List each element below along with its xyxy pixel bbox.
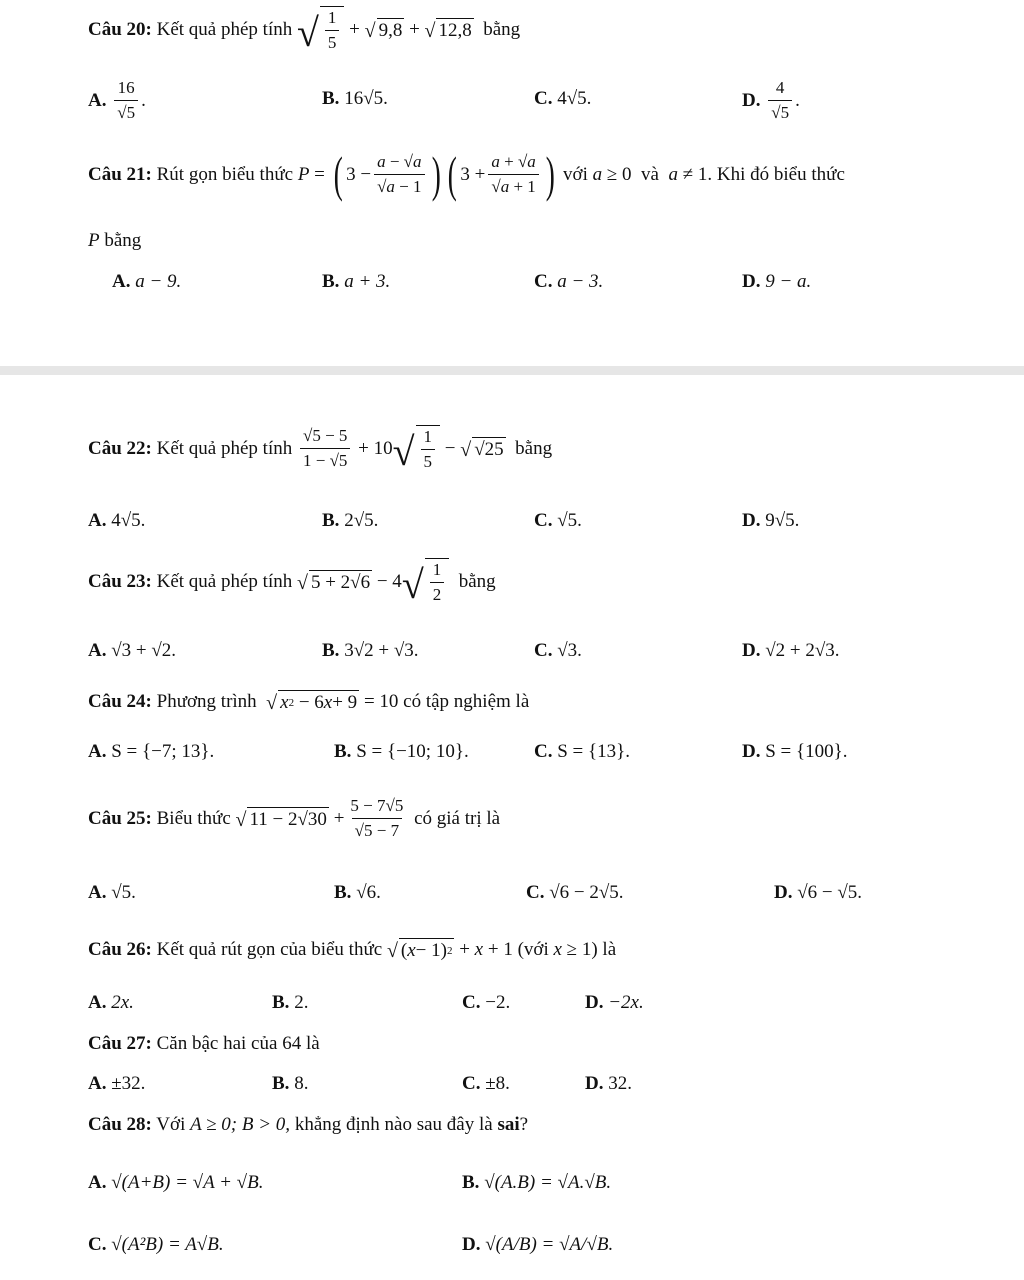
q25-expression: √ 11 − 2√30 + $\frac{5 - 7√5}{√5 - 7}$	[235, 796, 404, 840]
answer-27-a[interactable]: A. ±32.	[88, 1073, 146, 1094]
answer-23-d[interactable]: D. √2 + 2√3.	[742, 640, 840, 661]
answer-25-d[interactable]: D. √6 − √5.	[774, 882, 863, 903]
answer-26-d[interactable]: D. −2x.	[585, 992, 644, 1013]
answer-28-d[interactable]: D. √(A/B) = √A/√B.	[462, 1234, 614, 1255]
question-text: Kết quả phép tính	[156, 18, 293, 40]
answer-23-b[interactable]: B. 3√2 + √3.	[322, 640, 419, 661]
answer-20-b[interactable]: B. 16√5.	[322, 88, 388, 109]
question-23: Câu 23: Kết quả phép tính √ 5 + 2√6 − 4 √ $\frac{1}{2}$ bằng	[88, 560, 496, 608]
answer-26-a[interactable]: A. 2x.	[88, 992, 134, 1013]
answer-22-b[interactable]: B. 2√5.	[322, 510, 379, 531]
question-22: Câu 22: Kết quả phép tính $\frac{√5 - 5}{1 - √5}$ + 10 √ $\frac{1}{5}$ − √ √25 bằng	[88, 426, 553, 475]
answer-23-c[interactable]: C. √3.	[534, 640, 582, 661]
answer-27-c[interactable]: C. ±8.	[462, 1073, 510, 1094]
answer-24-b[interactable]: B. S = {−10; 10}.	[334, 741, 469, 762]
question-label: Câu 20:	[88, 18, 152, 40]
question-25: Câu 25: Biểu thức √ 11 − 2√30 + $\frac{5 - 7√5}{√5 - 7}$ có giá trị là	[88, 796, 501, 840]
answer-22-d[interactable]: D. 9√5.	[742, 510, 800, 531]
question-28: Câu 28: Với A ≥ 0; B > 0, khẳng định nào sau đây là sai?	[88, 1114, 529, 1135]
q22-expression: $\frac{√5 - 5}{1 - √5}$ + 10 √ $\frac{1}{5}$ − √ √25	[297, 425, 506, 472]
answer-24-d[interactable]: D. S = {100}.	[742, 741, 848, 762]
page-separator	[0, 366, 1024, 375]
question-21: Câu 21: Rút gọn biểu thức P = ( 3 − $\frac{a - √a}{√a - 1}$ ) ( 3 + $\frac{a + √a}{√a + 1}$ ) với a ≥ 0 và a ≠ 1 . Khi đó biểu thức	[88, 147, 845, 202]
answer-26-c[interactable]: C. −2.	[462, 992, 511, 1013]
answer-27-b[interactable]: B. 8.	[272, 1073, 309, 1094]
answer-28-b[interactable]: B. √(A.B) = √A.√B.	[462, 1172, 612, 1193]
answer-25-c[interactable]: C. √6 − 2√5.	[526, 882, 624, 903]
answer-24-a[interactable]: A. S = {−7; 13}.	[88, 741, 215, 762]
answer-28-a[interactable]: A. √(A+B) = √A + √B.	[88, 1172, 264, 1193]
answer-20-c[interactable]: C. 4√5.	[534, 88, 592, 109]
answer-22-c[interactable]: C. √5.	[534, 510, 582, 531]
answer-20-a[interactable]: A. $\frac{16}{√5}$ .	[88, 78, 146, 122]
question-26: Câu 26: Kết quả rút gọn của biểu thức √ ( x − 1) 2 + x + 1 (với x ≥ 1 ) là	[88, 939, 617, 963]
question-suffix: bằng	[483, 18, 521, 40]
answer-21-b[interactable]: B. a + 3.	[322, 271, 391, 292]
answer-22-a[interactable]: A. 4√5.	[88, 510, 146, 531]
answer-23-a[interactable]: A. √3 + √2.	[88, 640, 177, 661]
q24-expression: √ x 2 − 6 x + 9 = 10	[266, 691, 399, 715]
q20-expression: √ $\frac{1}{5}$ + √ 9,8 + √ 12,8	[296, 8, 472, 56]
answer-25-a[interactable]: A. √5.	[88, 882, 136, 903]
answer-21-c[interactable]: C. a − 3.	[534, 271, 604, 292]
answer-28-c[interactable]: C. √(A²B) = A√B.	[88, 1234, 224, 1255]
question-21-line2: P bằng	[88, 230, 142, 251]
q23-expression: √ 5 + 2√6 − 4 √ $\frac{1}{2}$	[297, 558, 449, 605]
answer-24-c[interactable]: C. S = {13}.	[534, 741, 631, 762]
answer-21-d[interactable]: D. 9 − a.	[742, 271, 812, 292]
q26-expression: √ ( x − 1) 2 + x + 1	[386, 939, 513, 963]
answer-21-a[interactable]: A. a − 9.	[112, 271, 182, 292]
answer-20-d[interactable]: D. $\frac{4}{√5}$ .	[742, 78, 800, 122]
answer-26-b[interactable]: B. 2.	[272, 992, 309, 1013]
question-24: Câu 24: Phương trình √ x 2 − 6 x + 9 = 10 có tập nghiệm là	[88, 691, 530, 715]
answer-27-d[interactable]: D. 32.	[585, 1073, 632, 1094]
question-20	[88, 6, 521, 56]
question-27: Câu 27: Căn bậc hai của 64 là	[88, 1033, 320, 1054]
q21-expression: P = ( 3 − $\frac{a - √a}{√a - 1}$ ) ( 3 + $\frac{a + √a}{√a + 1}$ )	[297, 147, 555, 202]
answer-25-b[interactable]: B. √6.	[334, 882, 381, 903]
